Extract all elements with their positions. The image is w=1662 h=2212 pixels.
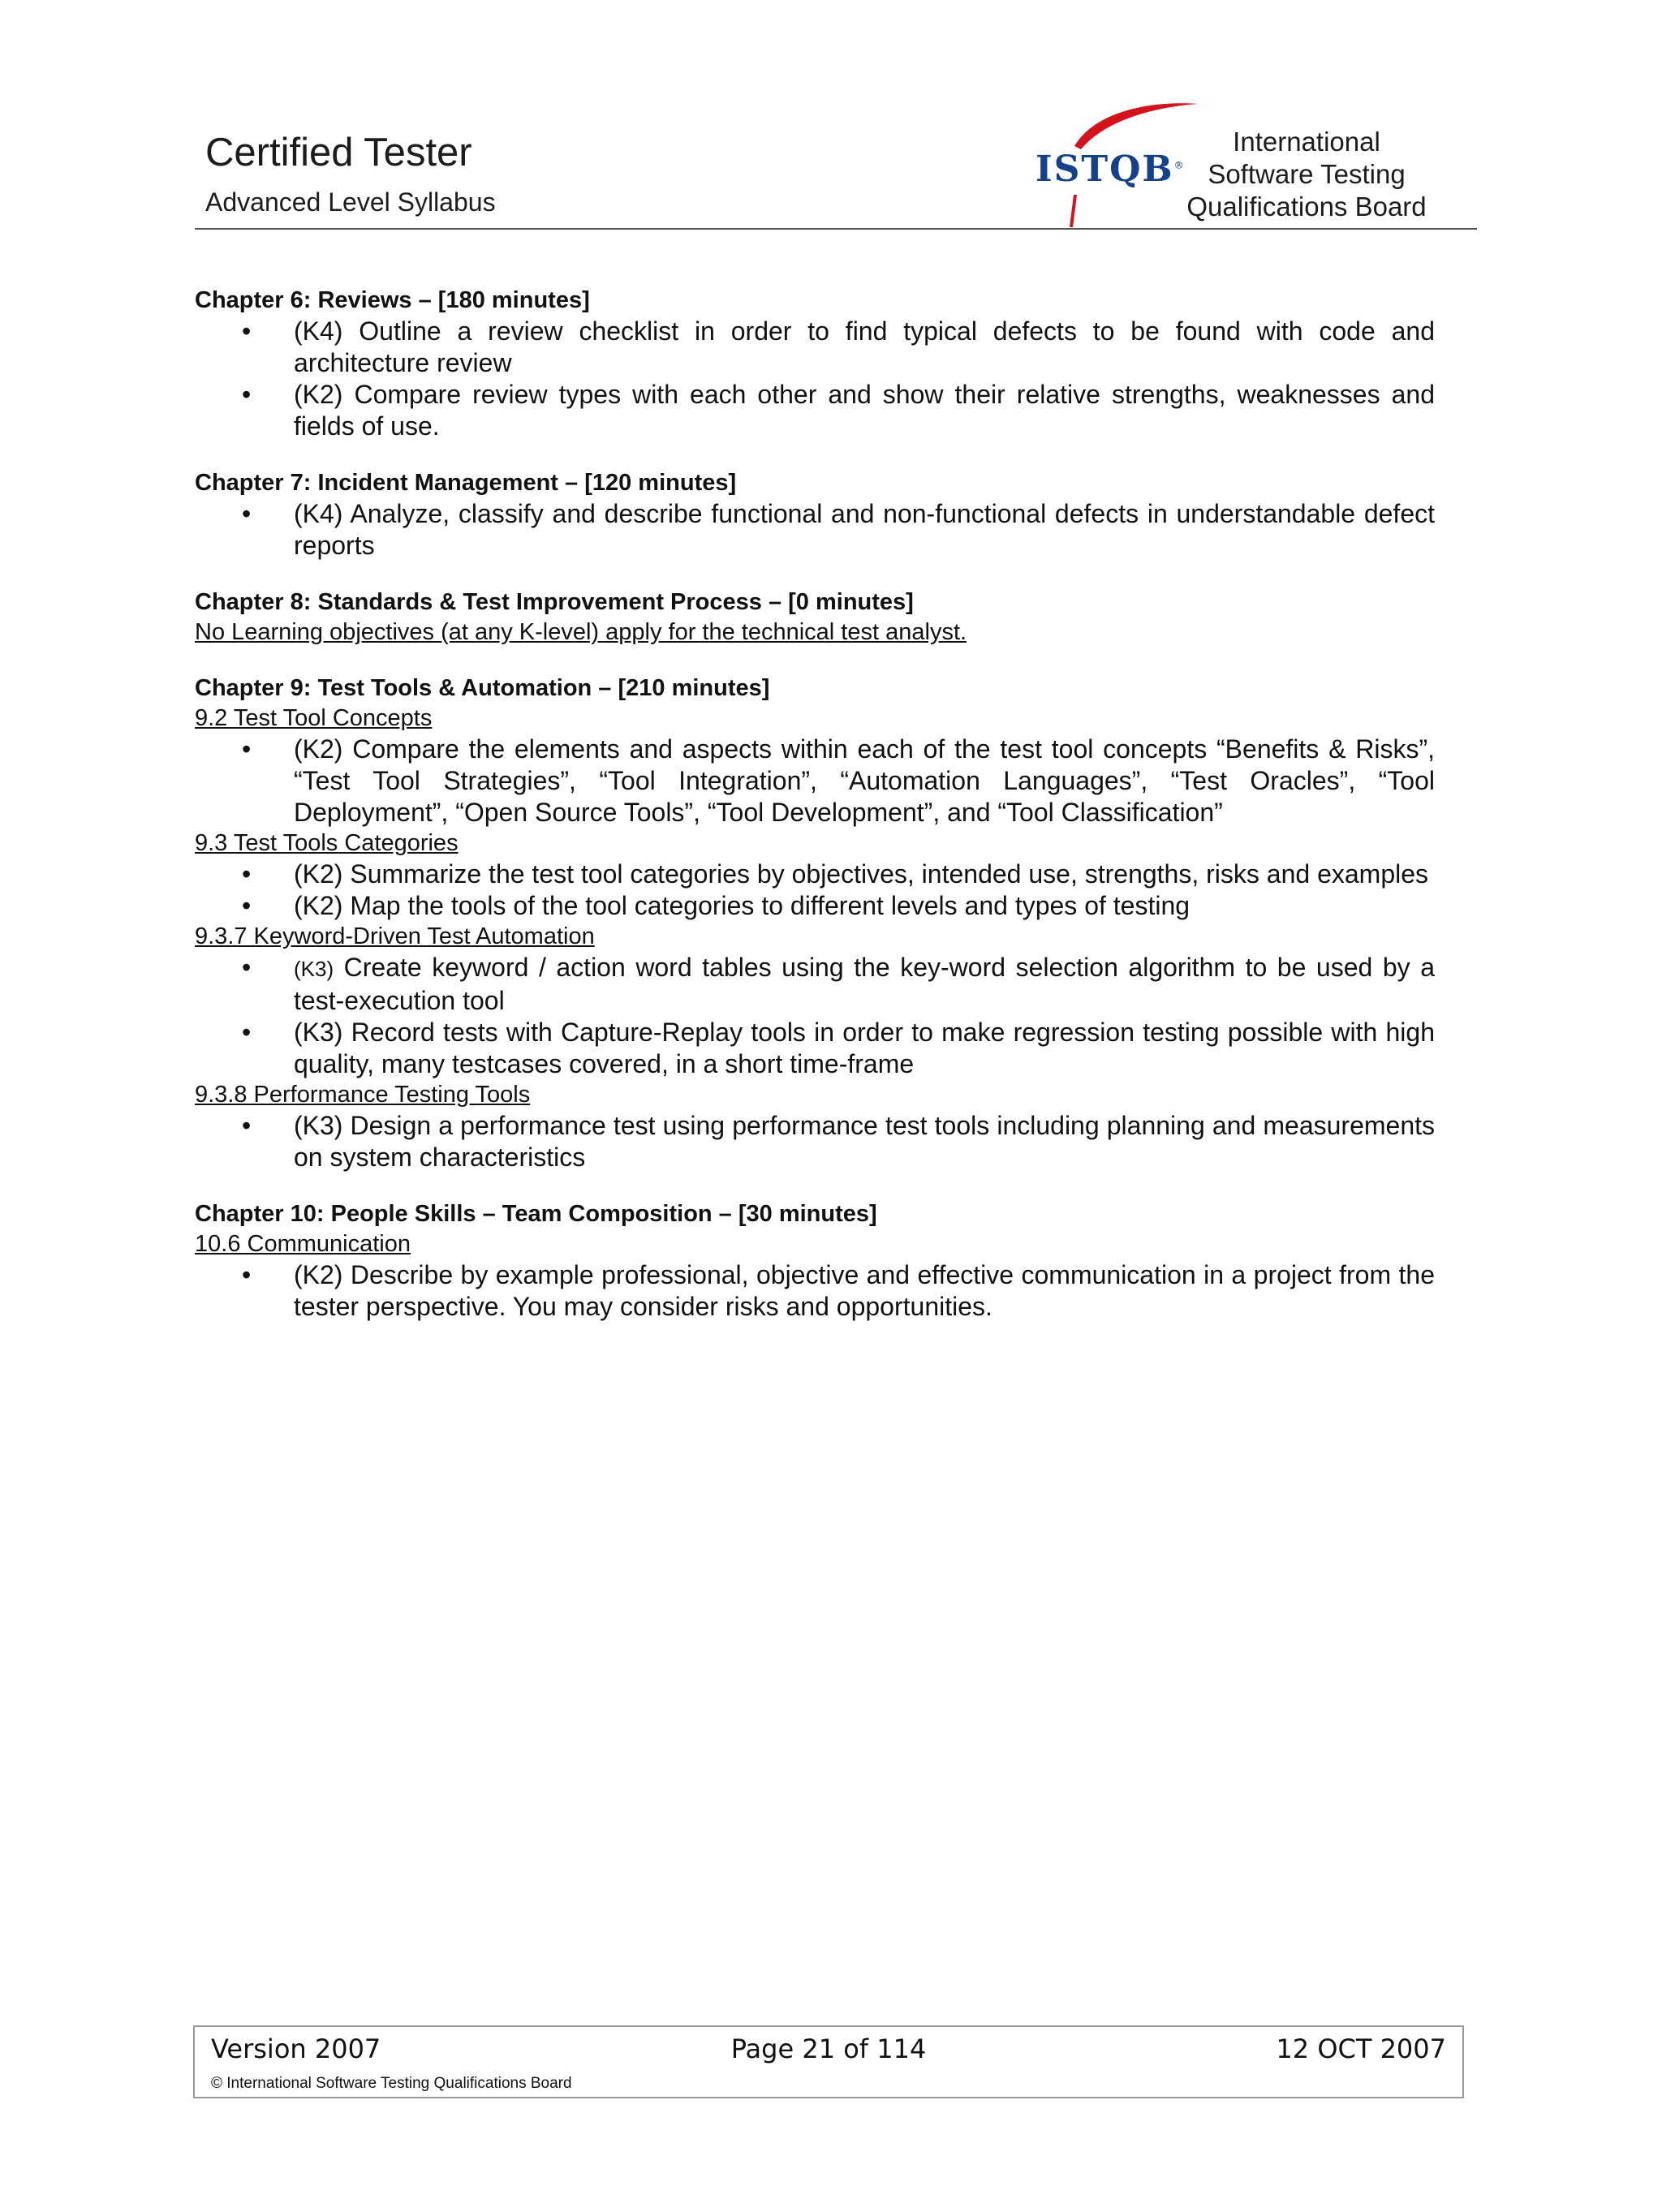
chapter-heading: Chapter 9: Test Tools & Automation – [210 minutes] — [195, 675, 770, 701]
bullet-icon: • — [242, 380, 252, 409]
footer-page-number: Page 21 of 114 — [730, 2033, 927, 2064]
footer-version: Version 2007 — [211, 2033, 381, 2064]
chapter-heading: Chapter 8: Standards & Test Improvement Process – [0 minutes] — [195, 589, 914, 615]
objective-list — [195, 316, 1435, 442]
document-subtitle: Advanced Level Syllabus — [205, 187, 496, 217]
document-title: Certified Tester — [205, 131, 472, 174]
bullet-icon: • — [242, 1018, 252, 1047]
chapter-heading: Chapter 7: Incident Management – [120 minutes] — [195, 470, 737, 496]
section-heading: 9.3 Test Tools Categories — [195, 830, 459, 856]
list-item: • (K3) Record tests with Capture-Replay tools in order to make regression testing possible with high quality, many testcases covered, in a short time-frame — [242, 1018, 1435, 1078]
list-item: • (K4) Analyze, classify and describe functional and non-functional defects in understandable defect reports — [242, 499, 1435, 560]
list-item: • (K2) Describe by example professional, objective and effective communication in a project from the tester perspective. You may consider risks and opportunities. — [242, 1260, 1435, 1321]
chapter-note: No Learning objectives (at any K-level) apply for the technical test analyst. — [195, 619, 967, 645]
section-heading: 9.3.8 Performance Testing Tools — [195, 1082, 531, 1108]
bullet-icon: • — [242, 859, 252, 889]
header-divider — [195, 228, 1477, 230]
istqb-logo: ISTQB® — [1036, 148, 1186, 190]
objective-list — [195, 1259, 1435, 1323]
objective-list — [195, 498, 1435, 562]
list-item: • (K3) Create keyword / action word tables using the key-word selection algorithm to be used by a test-execution tool — [242, 953, 1435, 1015]
bullet-icon: • — [242, 1260, 252, 1289]
list-item: • (K2) Compare review types with each other and show their relative strengths, weaknesses and fields of use. — [242, 380, 1435, 441]
footer-copyright: © International Software Testing Qualifications Board — [211, 2075, 572, 2092]
list-item: • (K4) Outline a review checklist in order to find typical defects to be found with code and architecture review — [242, 316, 1435, 377]
list-item: • (K2) Map the tools of the tool categories to different levels and types of testing — [242, 891, 1191, 920]
objective-list — [195, 952, 1435, 1080]
bullet-icon: • — [242, 499, 252, 528]
list-item: • (K2) Compare the elements and aspects within each of the test tool concepts “Benefits & Risks”, “Test Tool Strategies”, “Tool Integration”, “Automation Languages”, “Test Oracles”, “Tool Deployment”, “Open Source Tools”, “Tool Development”, and “Tool Classification” — [242, 734, 1435, 827]
org-name: International Software Testing Qualifications Board — [1186, 127, 1427, 222]
section-heading: 10.6 Communication — [195, 1231, 411, 1257]
section-heading: 9.2 Test Tool Concepts — [195, 705, 433, 731]
bullet-icon: • — [242, 734, 252, 764]
bullet-icon: • — [242, 1111, 252, 1140]
footer-date: 12 OCT 2007 — [1276, 2033, 1446, 2064]
chapter-heading: Chapter 6: Reviews – [180 minutes] — [195, 287, 590, 313]
list-item: • (K3) Design a performance test using performance test tools including planning and measurements on system characteristics — [242, 1111, 1435, 1172]
bullet-icon: • — [242, 891, 252, 920]
objective-list — [195, 1110, 1435, 1173]
chapter-heading: Chapter 10: People Skills – Team Composition – [30 minutes] — [195, 1201, 877, 1227]
bullet-icon: • — [242, 316, 252, 346]
objective-list — [195, 859, 1435, 922]
syllabus-content — [195, 285, 1435, 1323]
page-footer — [193, 2025, 1464, 2098]
list-item: • (K2) Summarize the test tool categories by objectives, intended use, strengths, risks and examples — [242, 859, 1429, 889]
section-heading: 9.3.7 Keyword-Driven Test Automation — [195, 923, 595, 949]
bullet-icon: • — [242, 953, 252, 982]
objective-list — [195, 734, 1435, 828]
